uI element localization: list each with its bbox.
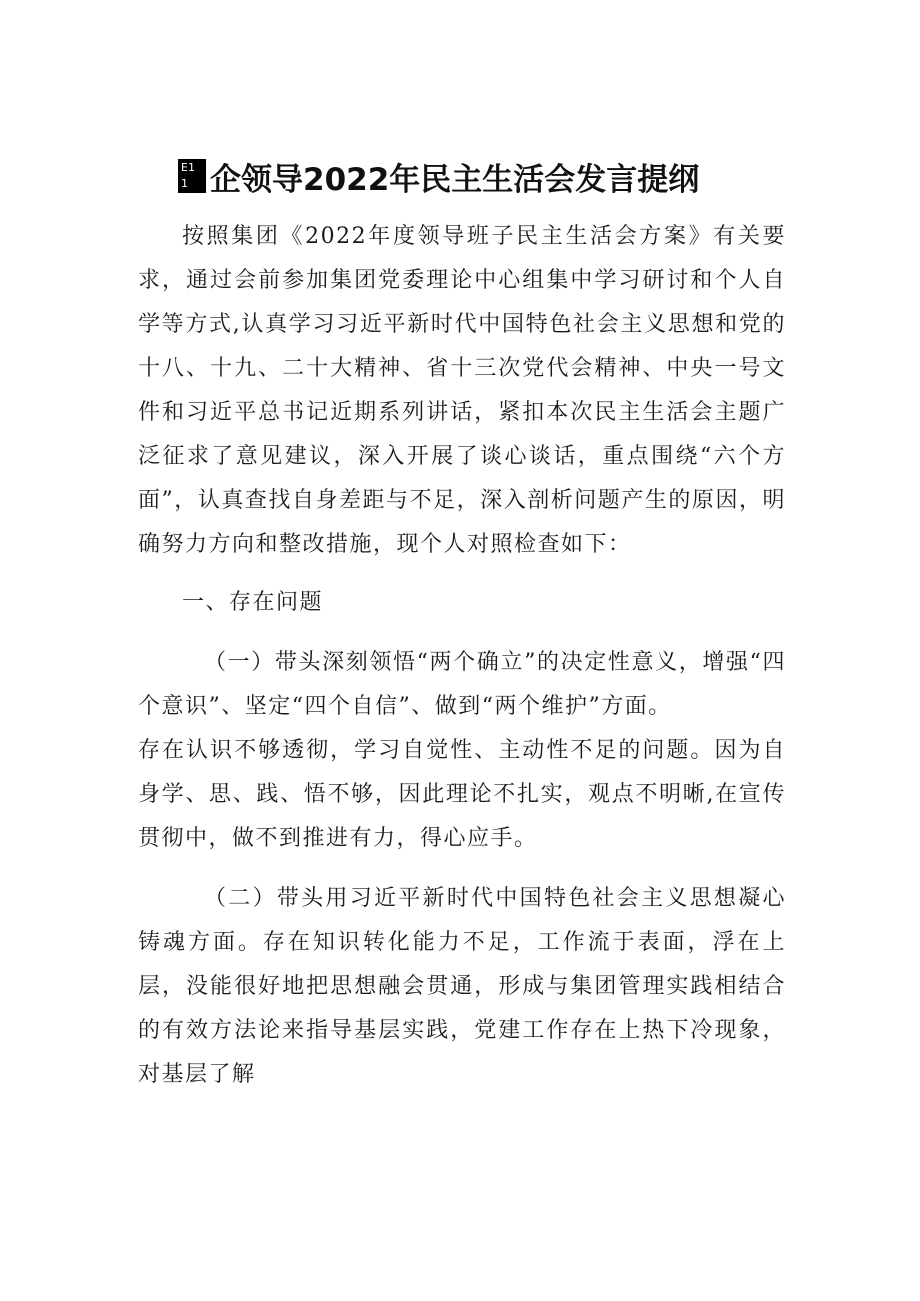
document-body [138, 215, 786, 1097]
missing-glyph-code-bottom: 1 [181, 177, 188, 190]
intro-paragraph: 按照集团《2022年度领导班子民主生活会方案》有关要求，通过会前参加集团党委理论中心组集中学习研讨和个人自学等方式,认真学习习近平新时代中国特色社会主义思想和党的十八、十九、二十大精神、省十三次党代会精神、中央一号文件和习近平总书记近期系列讲话，紧扣本次民主生活会主题广泛征求了意见建议，深入开展了谈心谈话，重点围绕“六个方面”，认真查找自身差距与不足，深入剖析问题产生的原因，明确努力方向和整改措施，现个人对照检查如下： [138, 224, 786, 557]
document-title [178, 152, 778, 200]
document-title-text: 企领导2022年民主生活会发言提纲 [210, 161, 700, 198]
item-2-paragraph: （二）带头用习近平新时代中国特色社会主义思想凝心铸魂方面。存在知识转化能力不足，工作流于表面，浮在上层，没能很好地把思想融会贯通，形成与集团管理实践相结合的有效方法论来指导基层实践，党建工作存在上热下冷现象，对基层了解 [138, 886, 786, 1087]
item-1-heading: （一）带头深刻领悟“两个确立”的决定性意义，增强“四个意识”、坚定“四个自信”、做到“两个维护”方面。 [138, 650, 786, 719]
missing-glyph-icon [178, 159, 206, 193]
missing-glyph-code-top: E1 [181, 161, 195, 174]
section-heading: 一、存在问题 [182, 590, 324, 615]
item-1-body: 存在认识不够透彻，学习自觉性、主动性不足的问题。因为自身学、思、践、悟不够，因此理论不扎实，观点不明晰,在宣传贯彻中，做不到推进有力，得心应手。 [138, 738, 786, 851]
